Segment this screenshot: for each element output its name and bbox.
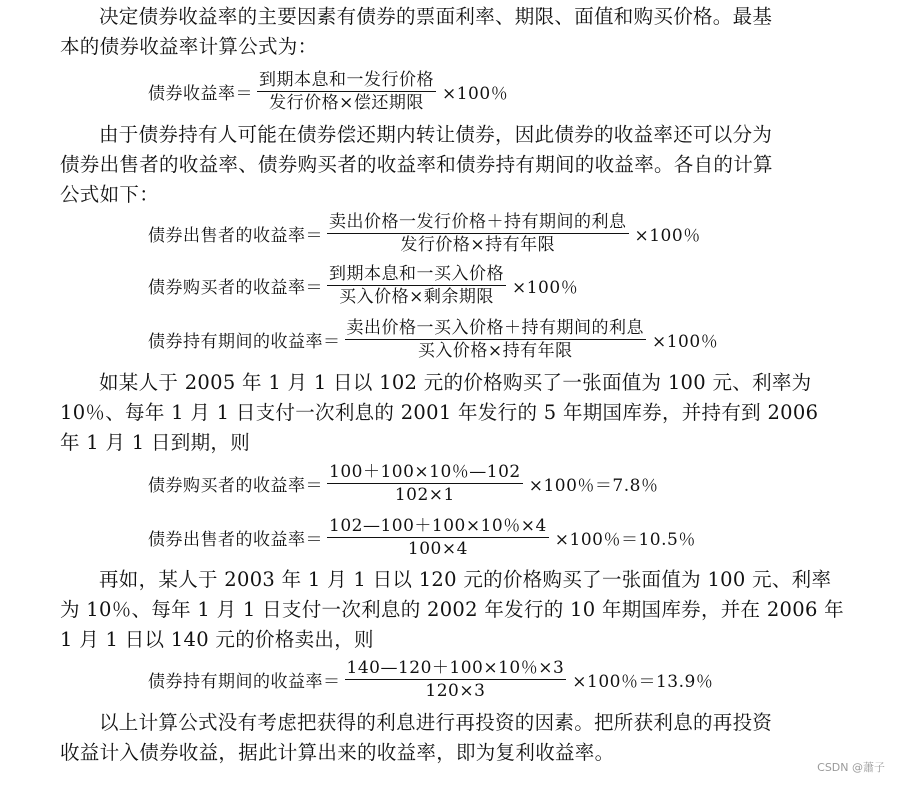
numerator: 到期本息和一买入价格	[329, 264, 504, 284]
formula-seller-yield	[148, 212, 701, 255]
formula-tail: ×100％	[442, 84, 509, 104]
formula-tail: ×100％＝7.8％	[528, 476, 659, 496]
fraction	[327, 516, 549, 559]
calc-holding-yield	[148, 658, 713, 701]
text-line: 公式如下：	[60, 183, 160, 206]
conclusion-paragraph	[60, 708, 835, 768]
formula-holding-yield	[148, 318, 718, 361]
text-line: 10％、每年 1 月 1 日支付一次利息的 2001 年发行的 5 年期国库券，并持有到 2006	[60, 401, 819, 424]
denominator: 102×1	[394, 485, 455, 505]
numerator: 卖出价格一发行价格＋持有期间的利息	[329, 212, 627, 232]
denominator: 120×3	[425, 681, 486, 701]
fraction	[257, 70, 436, 113]
denominator: 发行价格×偿还期限	[269, 93, 424, 113]
denominator: 100×4	[407, 539, 468, 559]
formula-lhs: 债券出售者的收益率＝	[148, 530, 323, 550]
text-line: 本的债券收益率计算公式为：	[60, 35, 318, 58]
formula-tail: ×100％	[652, 332, 719, 352]
numerator: 100＋100×10％—102	[329, 462, 521, 482]
text-line: 年 1 月 1 日到期，则	[60, 431, 251, 454]
formula-lhs: 债券持有期间的收益率＝	[148, 332, 341, 352]
calc-seller-yield	[148, 516, 696, 559]
numerator: 到期本息和一发行价格	[259, 70, 434, 90]
fraction	[345, 658, 567, 701]
denominator: 买入价格×持有年限	[417, 341, 573, 361]
text-line: 决定债券收益率的主要因素有债券的票面利率、期限、面值和购买价格。最基	[99, 5, 773, 28]
formula-lhs: 债券出售者的收益率＝	[148, 226, 323, 246]
text-line: 债券出售者的收益率、债券购买者的收益率和债券持有期间的收益率。各自的计算	[60, 153, 773, 176]
fraction	[327, 264, 506, 307]
transfer-paragraph	[60, 120, 835, 210]
text-line: 收益计入债券收益，据此计算出来的收益率，即为复利收益率。	[60, 741, 615, 764]
watermark: CSDN @蕭子	[817, 761, 885, 774]
numerator: 102—100＋100×10％×4	[329, 516, 547, 536]
formula-tail: ×100％＝10.5％	[554, 530, 696, 550]
text-line: 如某人于 2005 年 1 月 1 日以 102 元的价格购买了一张面值为 100 元、利率为	[99, 371, 812, 394]
intro-paragraph	[60, 2, 835, 62]
formula-tail: ×100％＝13.9％	[572, 672, 714, 692]
formula-buyer-yield	[148, 264, 578, 307]
formula-tail: ×100％	[634, 226, 701, 246]
denominator: 发行价格×持有年限	[400, 235, 556, 255]
text-line: 为 10％、每年 1 月 1 日支付一次利息的 2002 年发行的 10 年期国库券，并在 2006 年	[60, 598, 844, 621]
formula-basic-yield	[148, 70, 508, 113]
numerator: 卖出价格一买入价格＋持有期间的利息	[346, 318, 644, 338]
formula-lhs: 债券购买者的收益率＝	[148, 476, 323, 496]
example1-paragraph	[60, 368, 835, 458]
fraction	[327, 212, 629, 255]
formula-lhs: 债券购买者的收益率＝	[148, 278, 323, 298]
text-line: 1 月 1 日以 140 元的价格卖出，则	[60, 628, 374, 651]
calc-buyer-yield	[148, 462, 658, 505]
example2-paragraph	[60, 565, 844, 655]
numerator: 140—120＋100×10％×3	[346, 658, 565, 678]
text-line: 以上计算公式没有考虑把获得的利息进行再投资的因素。把所获利息的再投资	[99, 711, 773, 734]
formula-lhs: 债券收益率＝	[148, 84, 253, 104]
formula-tail: ×100％	[512, 278, 579, 298]
formula-lhs: 债券持有期间的收益率＝	[148, 672, 341, 692]
fraction	[345, 318, 647, 361]
text-line: 再如，某人于 2003 年 1 月 1 日以 120 元的价格购买了一张面值为 100 元、利率	[99, 568, 832, 591]
denominator: 买入价格×剩余期限	[339, 287, 494, 307]
text-line: 由于债券持有人可能在债券偿还期内转让债券，因此债券的收益率还可以分为	[99, 123, 773, 146]
fraction	[327, 462, 523, 505]
